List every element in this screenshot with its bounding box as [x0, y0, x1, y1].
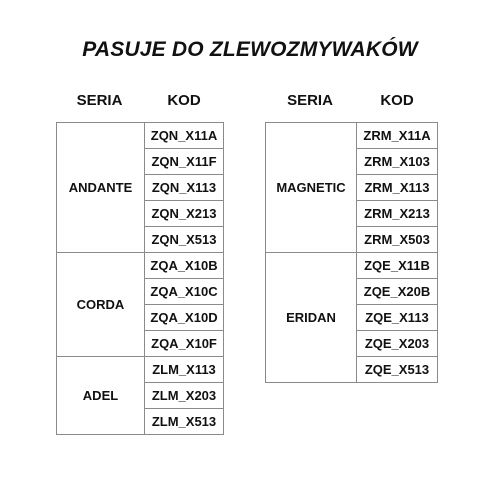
table-row	[57, 357, 224, 383]
code-cell: ZQN_X113	[145, 175, 224, 201]
code-cell: ZQA_X10D	[145, 305, 224, 331]
code-cell: ZLM_X513	[145, 409, 224, 435]
left-compatibility-table	[56, 122, 224, 435]
code-cell: ZRM_X103	[357, 149, 438, 175]
table-row	[57, 253, 224, 279]
series-cell: ANDANTE	[57, 123, 145, 253]
code-cell: ZRM_X503	[357, 227, 438, 253]
code-cell: ZRM_X11A	[357, 123, 438, 149]
series-cell: MAGNETIC	[266, 123, 357, 253]
code-cell: ZQA_X10B	[145, 253, 224, 279]
code-cell: ZLM_X113	[145, 357, 224, 383]
code-cell: ZQE_X11B	[357, 253, 438, 279]
table-row	[57, 123, 224, 149]
code-cell: ZRM_X113	[357, 175, 438, 201]
series-cell: CORDA	[57, 253, 145, 357]
left-series-header: SERIA	[76, 92, 123, 109]
code-cell: ZQE_X203	[357, 331, 438, 357]
code-cell: ZQA_X10C	[145, 279, 224, 305]
code-cell: ZQN_X513	[145, 227, 224, 253]
right-compatibility-table	[265, 122, 438, 383]
code-cell: ZQN_X11A	[145, 123, 224, 149]
series-cell: ERIDAN	[266, 253, 357, 383]
code-cell: ZQN_X11F	[145, 149, 224, 175]
code-cell: ZQN_X213	[145, 201, 224, 227]
code-cell: ZRM_X213	[357, 201, 438, 227]
code-cell: ZQA_X10F	[145, 331, 224, 357]
code-cell: ZQE_X513	[357, 357, 438, 383]
right-series-header: SERIA	[287, 92, 333, 109]
table-row	[266, 123, 438, 149]
left-code-header: KOD	[167, 92, 201, 109]
series-cell: ADEL	[57, 357, 145, 435]
code-cell: ZLM_X203	[145, 383, 224, 409]
code-cell: ZQE_X20B	[357, 279, 438, 305]
right-code-header: KOD	[380, 92, 414, 109]
code-cell: ZQE_X113	[357, 305, 438, 331]
page-title: PASUJE DO ZLEWOZMYWAKÓW	[82, 38, 418, 61]
table-row	[266, 253, 438, 279]
